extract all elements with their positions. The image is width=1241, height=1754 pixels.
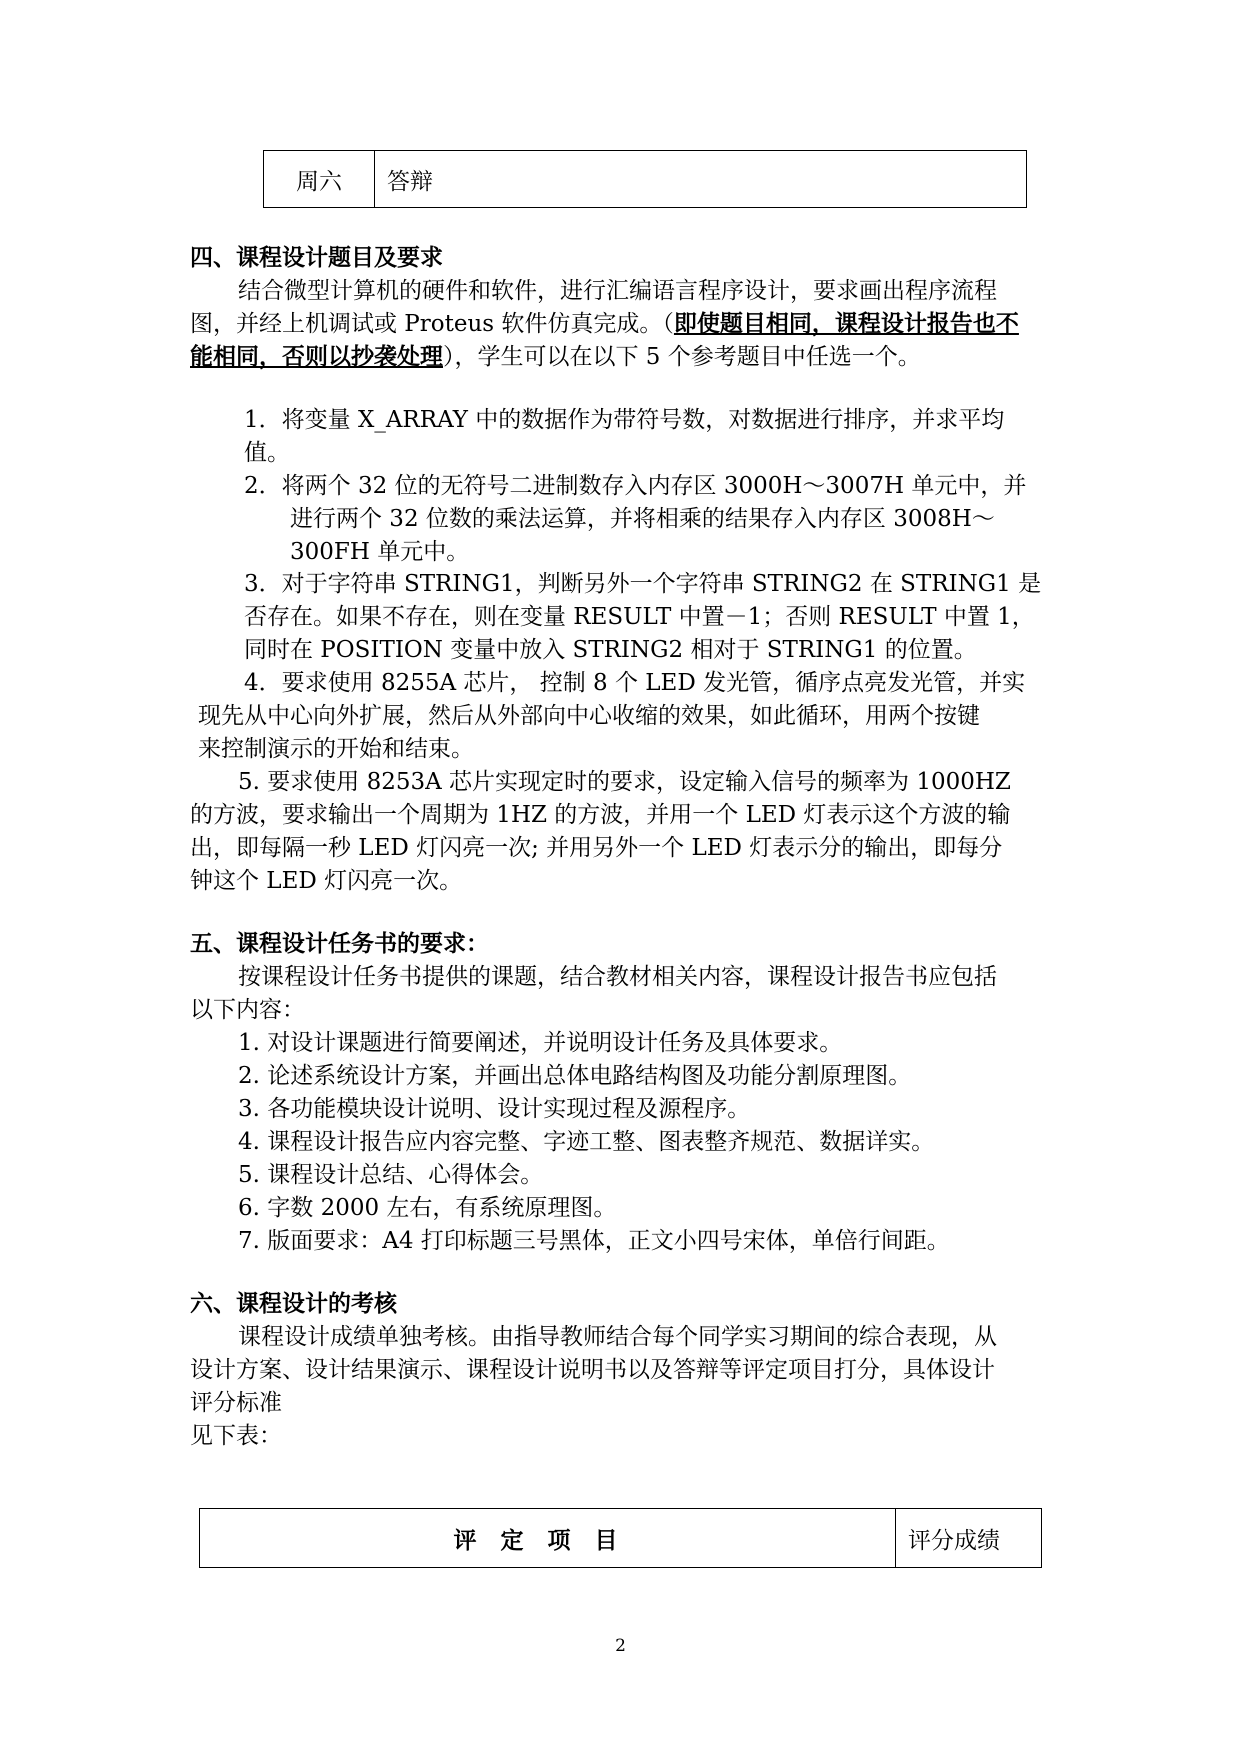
section4-intro-line2-text: 图，并经上机调试或 Proteus 软件仿真完成。（	[190, 311, 674, 337]
topic4-line2: 现先从中心向外扩展，然后从外部向中心收缩的效果，如此循环，用两个按键	[198, 703, 980, 729]
section6-line3: 评分标准	[190, 1390, 282, 1416]
topic5-line3: 出，即每隔一秒 LED 灯闪亮一次; 并用另外一个 LED 灯表示分的输出，即每分	[190, 835, 1003, 861]
schedule-day-cell: 周六	[264, 151, 375, 208]
topic2-line1: 2．将两个 32 位的无符号二进制数存入内存区 3000H～3007H 单元中，并	[244, 473, 1027, 499]
topic5-line1: 5. 要求使用 8253A 芯片实现定时的要求，设定输入信号的频率为 1000HZ	[238, 769, 1011, 795]
section5-intro-line1: 按课程设计任务书提供的课题，结合教材相关内容，课程设计报告书应包括	[238, 964, 997, 990]
topic4-line3: 来控制演示的开始和结束。	[198, 736, 474, 762]
section6-line4: 见下表：	[190, 1423, 282, 1449]
schedule-task-cell: 答辩	[375, 151, 1027, 208]
section4-intro-line2	[190, 308, 1060, 341]
section5-heading: 五、课程设计任务书的要求：	[190, 931, 489, 957]
schedule-table	[263, 150, 1027, 208]
grading-items-header	[200, 1509, 896, 1568]
section4-heading: 四、课程设计题目及要求	[190, 245, 443, 271]
requirement-item: 5. 课程设计总结、心得体会。	[238, 1162, 544, 1188]
section4-emphasis-part1: 即使题目相同，课程设计报告也不	[673, 311, 1019, 337]
requirement-item: 2. 论述系统设计方案，并画出总体电路结构图及功能分割原理图。	[238, 1063, 912, 1089]
topic2-line2: 进行两个 32 位数的乘法运算，并将相乘的结果存入内存区 3008H～	[290, 506, 995, 532]
requirement-item: 6. 字数 2000 左右，有系统原理图。	[238, 1195, 617, 1221]
requirement-item: 4. 课程设计报告应内容完整、字迹工整、图表整齐规范、数据详实。	[238, 1129, 935, 1155]
topic3-line1: 3．对于字符串 STRING1，判断另外一个字符串 STRING2 在 STRING1 是	[244, 571, 1042, 597]
section4-intro-line3-text: ），学生可以在以下 5 个参考题目中任选一个。	[443, 344, 921, 370]
page-number: 2	[615, 1636, 626, 1656]
section4-intro-line3	[190, 341, 1060, 374]
section4-intro-line1: 结合微型计算机的硬件和软件，进行汇编语言程序设计，要求画出程序流程	[238, 278, 997, 304]
grading-items-label: 评定项目	[453, 1527, 642, 1554]
section5-intro-line2: 以下内容：	[190, 997, 305, 1023]
topic5-line2: 的方波，要求输出一个周期为 1HZ 的方波，并用一个 LED 灯表示这个方波的输	[190, 802, 1011, 828]
grading-table	[199, 1508, 1042, 1568]
topic2-line3: 300FH 单元中。	[290, 539, 470, 565]
section6-line2: 设计方案、设计结果演示、课程设计说明书以及答辩等评定项目打分，具体设计	[190, 1357, 995, 1383]
topic4-line1: 4．要求使用 8255A 芯片， 控制 8 个 LED 发光管，循序点亮发光管，并实	[244, 670, 1026, 696]
section6-heading: 六、课程设计的考核	[190, 1291, 397, 1317]
requirement-item: 1. 对设计课题进行简要阐述，并说明设计任务及具体要求。	[238, 1030, 843, 1056]
topic1-line1: 1．将变量 X_ARRAY 中的数据作为带符号数，对数据进行排序，并求平均	[244, 407, 1005, 433]
topic3-line2: 否存在。如果不存在，则在变量 RESULT 中置－1；否则 RESULT 中置 1，	[244, 604, 1035, 630]
requirement-item: 3. 各功能模块设计说明、设计实现过程及源程序。	[238, 1096, 751, 1122]
topic1-line2: 值。	[244, 440, 290, 466]
section4-emphasis-part2: 能相同，否则以抄袭处理	[190, 344, 443, 370]
section6-line1: 课程设计成绩单独考核。由指导教师结合每个同学实习期间的综合表现，从	[238, 1324, 997, 1350]
requirement-item: 7. 版面要求：A4 打印标题三号黑体，正文小四号宋体，单倍行间距。	[238, 1228, 950, 1254]
topic3-line3: 同时在 POSITION 变量中放入 STRING2 相对于 STRING1 的位置。	[244, 637, 977, 663]
topic5-line4: 钟这个 LED 灯闪亮一次。	[190, 868, 463, 894]
grading-score-header: 评分成绩	[896, 1509, 1042, 1568]
